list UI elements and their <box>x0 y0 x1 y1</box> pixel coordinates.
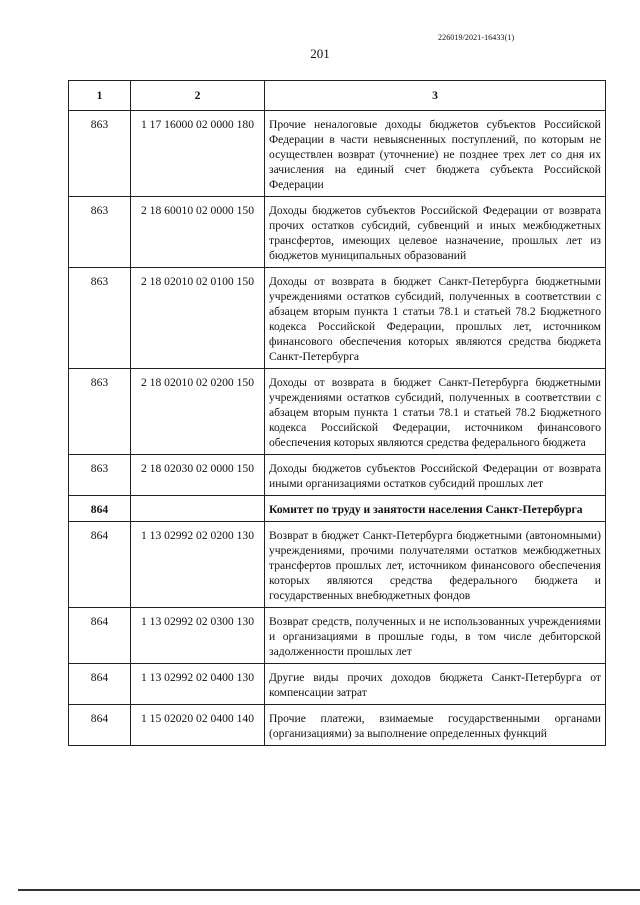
table-header-row <box>69 81 606 111</box>
admin-code-cell: 864 <box>69 522 131 608</box>
admin-code-cell: 863 <box>69 111 131 197</box>
description-cell: Прочие платежи, взимаемые государственными органами (организациями) за выполнение определенных функций <box>265 705 606 746</box>
description-cell: Доходы бюджетов субъектов Российской Федерации от возврата иными организациями остатков субсидий прошлых лет <box>265 455 606 496</box>
admin-code-cell: 863 <box>69 197 131 268</box>
description-cell: Доходы от возврата в бюджет Санкт-Петербурга бюджетными учреждениями остатков субсидий, полученных в соответствии с абзацем вторым пункта 1 статьи 78.1 и статьей 78.2 Бюджетного кодекса Российской Федерации, прошлых лет, источником финансового обеспечения которых являются средства бюджета Санкт-Петербурга <box>265 268 606 369</box>
revenue-code-cell: 1 13 02992 02 0200 130 <box>131 522 265 608</box>
admin-code-cell: 864 <box>69 496 131 522</box>
description-cell: Возврат средств, полученных и не использованных учреждениями и организациями в прошлые годы, в том числе дебиторской задолженности прошлых лет <box>265 608 606 664</box>
description-cell: Возврат в бюджет Санкт-Петербурга бюджетными (автономными) учреждениями, прочими получателями остатков межбюджетных трансфертов прошлых лет, источником финансового обеспечения которых являются средства федерального бюджета и государственных внебюджетных фондов <box>265 522 606 608</box>
table-row <box>69 268 606 369</box>
table-row <box>69 705 606 746</box>
page-number: 201 <box>310 46 330 61</box>
description-cell: Прочие неналоговые доходы бюджетов субъектов Российской Федерации в части невыясненных поступлений, по которым не осуществлен возврат (уточнение) не позднее трех лет со дня их зачисления на единый счет бюджета субъекта Российской Федерации <box>265 111 606 197</box>
revenue-code-cell: 1 13 02992 02 0300 130 <box>131 608 265 664</box>
description-cell: Доходы бюджетов субъектов Российской Федерации от возврата прочих остатков субсидий, субвенций и иных межбюджетных трансфертов, имеющих целевое назначение, прошлых лет из бюджетов муниципальных образований <box>265 197 606 268</box>
column-header-description: 3 <box>265 81 606 111</box>
admin-code-cell: 863 <box>69 268 131 369</box>
column-header-code: 2 <box>131 81 265 111</box>
revenue-code-cell: 1 13 02992 02 0400 130 <box>131 664 265 705</box>
column-header-admin: 1 <box>69 81 131 111</box>
table-row <box>69 455 606 496</box>
revenue-code-cell: 2 18 60010 02 0000 150 <box>131 197 265 268</box>
page-bottom-rule <box>18 889 640 891</box>
revenue-code-cell: 1 17 16000 02 0000 180 <box>131 111 265 197</box>
description-cell: Комитет по труду и занятости населения Санкт-Петербурга <box>265 496 606 522</box>
table-row <box>69 369 606 455</box>
table-row <box>69 111 606 197</box>
admin-code-cell: 864 <box>69 608 131 664</box>
admin-code-cell: 863 <box>69 455 131 496</box>
admin-code-cell: 863 <box>69 369 131 455</box>
revenue-code-cell: 1 15 02020 02 0400 140 <box>131 705 265 746</box>
table-row <box>69 522 606 608</box>
admin-code-cell: 864 <box>69 664 131 705</box>
description-cell: Доходы от возврата в бюджет Санкт-Петербурга бюджетными учреждениями остатков субсидий, полученных в соответствии с абзацем вторым пункта 1 статьи 78.1 и статьей 78.2 Бюджетного кодекса Российской Федерации, источником финансового обеспечения которых являются средства федерального бюджета <box>265 369 606 455</box>
table-row <box>69 664 606 705</box>
revenue-code-cell <box>131 496 265 522</box>
committee-row <box>69 496 606 522</box>
table-row <box>69 197 606 268</box>
revenue-code-cell: 2 18 02010 02 0100 150 <box>131 268 265 369</box>
revenue-code-cell: 2 18 02010 02 0200 150 <box>131 369 265 455</box>
admin-code-cell: 864 <box>69 705 131 746</box>
revenue-codes-table <box>68 80 606 746</box>
revenue-code-cell: 2 18 02030 02 0000 150 <box>131 455 265 496</box>
description-cell: Другие виды прочих доходов бюджета Санкт-Петербурга от компенсации затрат <box>265 664 606 705</box>
table-row <box>69 608 606 664</box>
document-registration-number: 226019/2021-16433(1) <box>438 33 515 42</box>
